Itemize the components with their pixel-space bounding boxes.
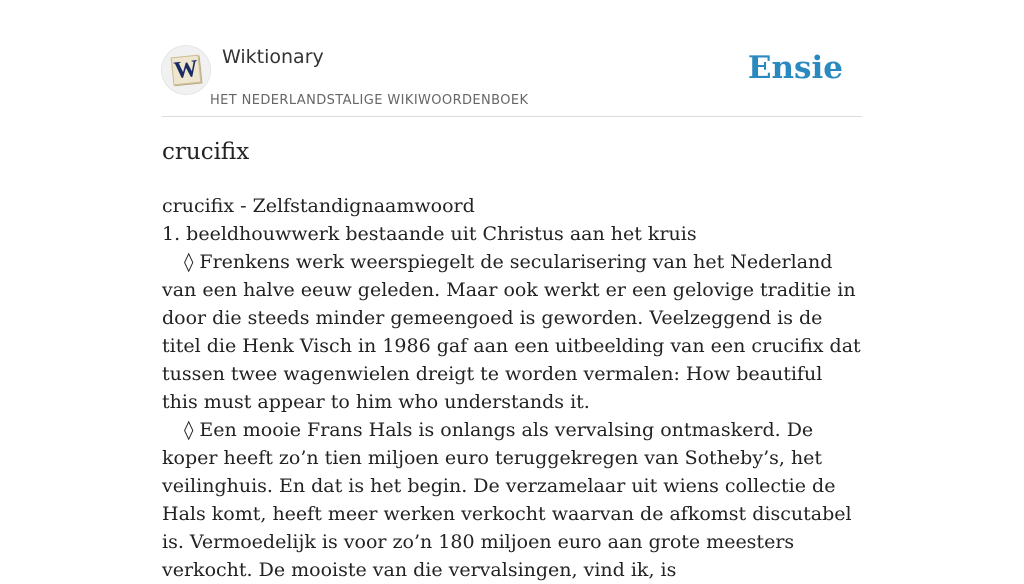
ensie-brand-link[interactable]: Ensie	[747, 50, 843, 86]
logo-tile: W	[171, 55, 202, 86]
entry-definition: 1. beeldhouwwerk bestaande uit Christus aan het kruis	[162, 223, 697, 245]
example-sentence	[162, 416, 862, 584]
dictionary-entry	[162, 192, 862, 584]
entry-heading: crucifix - Zelfstandignaamwoord	[162, 195, 475, 217]
wiktionary-logo-icon[interactable]	[162, 46, 210, 94]
example-text: Een mooie Frans Hals is onlangs als vervalsing ontmaskerd. De koper heeft zo’n tien miljoen euro teruggekregen van Sotheby’s, het veilinghuis. En dat is het begin. De verzamelaar uit wiens collectie de Hals komt, heeft meer werken verkocht waarvan de afkomst discutabel is. Vermoedelijk is voor zo’n 180 miljoen euro aan grote meesters verkocht. De mooiste van die vervalsingen, vind ik, is	[162, 419, 852, 581]
example-sentence	[162, 248, 862, 416]
example-text: Frenkens werk weerspiegelt de secularisering van het Nederland van een halve eeuw geleden. Maar ook werkt er een gelovige traditie in door die steeds minder gemeengoed is geworden. Veelzeggend is de titel die Henk Visch in 1986 gaf aan een uitbeelding van een crucifix dat tussen twee wagenwielen dreigt te worden vermalen: How beautiful this must appear to him who understands it.	[162, 251, 861, 413]
example-diamond-icon: ◊	[184, 419, 194, 441]
site-name[interactable]: Wiktionary	[222, 46, 324, 68]
site-tagline: HET NEDERLANDSTALIGE WIKIWOORDENBOEK	[210, 93, 529, 108]
example-diamond-icon: ◊	[184, 251, 194, 273]
page-title: crucifix	[162, 139, 250, 165]
site-header	[162, 40, 862, 117]
